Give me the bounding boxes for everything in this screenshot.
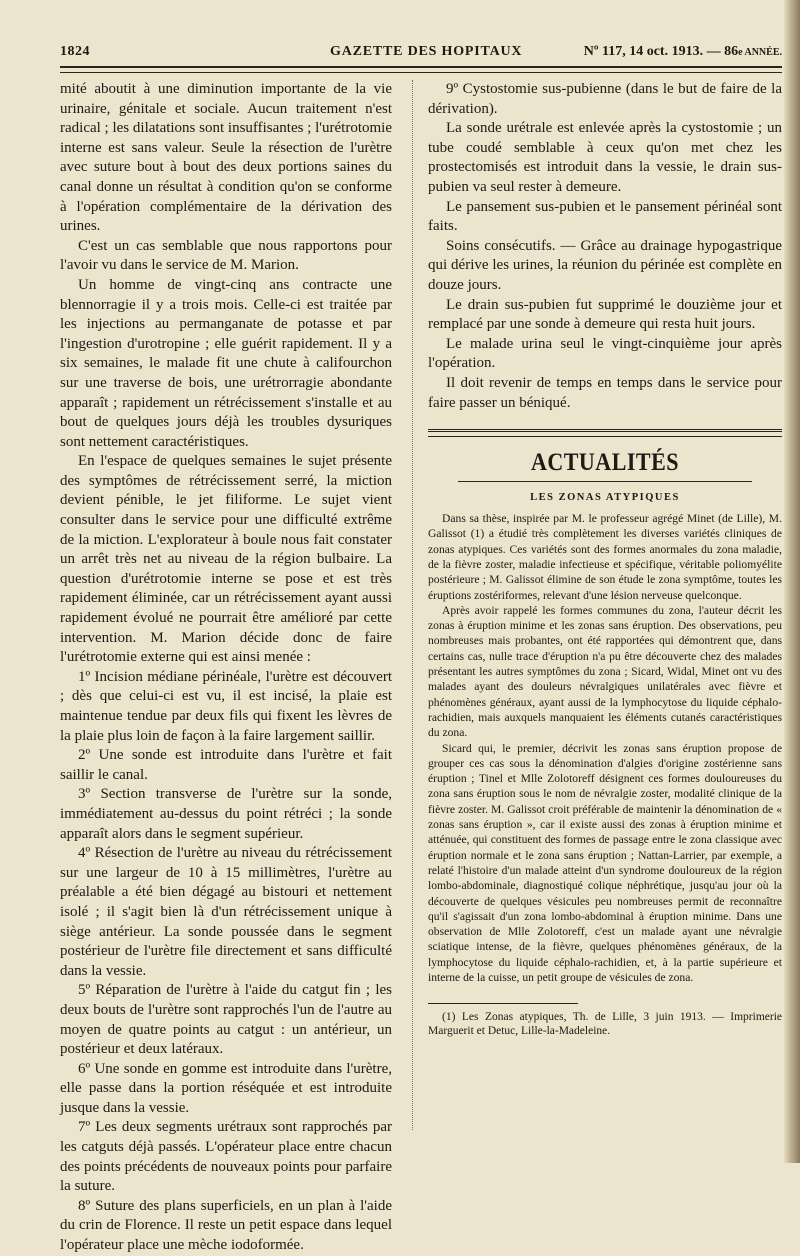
- paragraph: 5º Réparation de l'urètre à l'aide du catgut fin ; les deux bouts de l'urètre sont rapprochés l'un de l'autre au moyen de quatre points au catgut : un antérieur, un postérieur et deux latéraux.: [60, 982, 392, 1058]
- footnote-text: (1) Les Zonas atypiques, Th. de Lille, 3 juin 1913. — Imprimerie Marguerit et Detuc, Lille-la-Madeleine.: [428, 1011, 782, 1038]
- paragraph: Le malade urina seul le vingt-cinquième jour après l'opération.: [428, 335, 782, 372]
- paragraph: 2º Une sonde est introduite dans l'urètre et fait saillir le canal.: [60, 747, 392, 783]
- header-rule-thin: [60, 72, 782, 73]
- paragraph: Un homme de vingt-cinq ans contracte une blennorragie il y a trois mois. Celle-ci est traitée par les injections au permanganate de potasse et par l'ingestion d'urotropine ; elle guérit rapidement. Il y a six semaines, le malade fit une chute à califourchon sur une traverse de bois, une urétrorragie abondante apparaît ; rapidement un rétrécissement s'installe et au bout de quelques jours déjà les troubles dysuriques sont nettement caractéristiques.: [60, 276, 392, 450]
- paragraph: 6º Une sonde en gomme est introduite dans l'urètre, elle passe dans la portion réséquée et est introduite jusque dans la vessie.: [60, 1060, 392, 1116]
- paragraph: Il doit revenir de temps en temps dans le service pour faire passer un béniqué.: [428, 374, 782, 411]
- paragraph: Le pansement sus-pubien et le pansement périnéal sont faits.: [428, 198, 782, 235]
- paragraph: 9º Cystostomie sus-pubienne (dans le but de faire de la dérivation).: [428, 81, 782, 117]
- issue-info: Nº 117, 14 oct. 1913. — 86e ANNÉE.: [583, 44, 782, 59]
- paragraph: mité aboutit à une diminution importante de la vie urinaire, génitale et sociale. Aucun traitement n'est radical ; les dilatations sont insuffisantes ; l'urétrotomie interne est sans valeur. Seule la résection de l'urètre avec suture bout à bout des deux portions saines du canal donne un résultat à condition qu'on se conforme à l'opération complémentaire de la dérivation des urines.: [60, 81, 392, 235]
- footnote: [428, 1010, 782, 1038]
- article-body: [428, 511, 782, 985]
- paragraph: 1º Incision médiane périnéale, l'urètre est découvert ; dès que celui-ci est vu, il est incisé, la plaie est maintenue tendue par deux fils qui fixent les lèvres de la plaie plus loin de façon à la faire largement saillir.: [60, 668, 392, 744]
- paragraph: En l'espace de quelques semaines le sujet présente des symptômes de rétrécissement serré, la miction devient pénible, le jet filiforme. Le sujet vient consulter dans le service pour une difficulté extrême de la miction. L'explorateur à boule nous fait constater un arrêt très net au niveau de la région bulbaire. La question d'urétrotomie interne se pose et est très rapidement éliminée, car un rétrécissement ayant aussi rapidement évolué ne pourrait être amélioré par cette intervention. M. Marion décide donc de faire l'urétrotomie externe qui est ainsi menée :: [60, 453, 392, 666]
- paragraph: Soins consécutifs. — Grâce au drainage hypogastrique qui dérive les urines, la réunion du périnée est complète en douze jours.: [428, 237, 782, 293]
- column-divider: [412, 80, 413, 1130]
- paragraph: 4º Résection de l'urètre au niveau du rétrécissement sur une largeur de 10 à 15 millimètres, l'urètre au préalable a été bien dégagé au bistouri et nettement isolé ; il s'agit bien là d'un rétrécissement unique à siège antérieur. La sonde poussée dans le segment postérieur de l'urètre file directement et sans difficulté dans la vessie.: [60, 845, 392, 979]
- header-rule: [60, 66, 782, 68]
- section-subrule: [458, 481, 752, 482]
- footnote-rule: [428, 1003, 578, 1004]
- page-number: 1824: [60, 44, 90, 59]
- journal-title: GAZETTE DES HOPITAUX: [330, 44, 523, 59]
- paragraph: Le drain sus-pubien fut supprimé le douzième jour et remplacé par une sonde à demeure qui resta huit jours.: [428, 296, 782, 333]
- page-gutter: [784, 0, 800, 1163]
- article-paragraph: Après avoir rappelé les formes communes du zona, l'auteur décrit les zonas à éruption minime et les zonas sans éruption. Des observations, peu nombreuses mais probantes, ont été rapportées qui démontrent que, dans certains cas, nulle trace d'éruption n'a pu être découverte chez des malades présentant les autres symptômes du zona ; Sicard, Widal, Minet ont vu des malades ayant des douleurs névralgiques unilatérales avec fièvre et phénomènes généraux, ayant aussi de la lymphocytose du liquide céphalo-rachidien, mais auxquels manquaient les éléments cutanés caractéristiques du zona.: [428, 603, 782, 740]
- paragraph: 8º Suture des plans superficiels, en un plan à l'aide du crin de Florence. Il reste un petit espace dans lequel l'opérateur place une mèche iodoformée.: [60, 1197, 392, 1254]
- article-title: LES ZONAS ATYPIQUES: [530, 492, 680, 504]
- paragraph: La sonde urétrale est enlevée après la cystostomie ; un tube coudé semblable à ceux qu'on met chez les prostectomisés est introduit dans la vessie, le drain sus-pubien va seul rester à demeure.: [428, 120, 782, 195]
- page-header: [60, 44, 782, 68]
- paragraph: 3º Section transverse de l'urètre sur la sonde, immédiatement au-dessus du point rétréci ; la sonde apparaît alors dans le segment supérieur.: [60, 786, 392, 842]
- article-paragraph: Sicard qui, le premier, décrivit les zonas sans éruption propose de grouper ces cas sous la dénomination d'algies d'origine zostérienne sans éruption ; Tinel et Mlle Zolotoreff désignent ces formes douloureuses du zona sans éruption sous le nom de névralgie zoster, modalité clinique de la fièvre zoster. M. Galissot croit préférable de maintenir la dénomination de « zonas sans éruption », car il existe aussi des zonas à éruption minime et atténuée, qui constituent des formes de passage entre le zona classique avec éruption normale et le zona sans éruption ; Nattan-Larrier, par exemple, a relaté l'histoire d'un malade atteint d'un syndrome douloureux de la région lombo-abdominale, diagnostiqué colique néphrétique, jusqu'au jour où la découverte de quelques vésicules peu nombreuses permit de reconnaître qu'il s'agissait d'un zona lombo-abdominal à éruption minime. Dans une observation de Mlle Zolotoreff, c'est un malade ayant une névralgie sciatique intense, de la fièvre, quelques phénomènes généraux, de la lymphocytose du liquide céphalo-rachidien, et, à la partie supérieure et interne de la cuisse, un petit groupe de vésicules de zona.: [428, 741, 782, 984]
- paragraph: C'est un cas semblable que nous rapportons pour l'avoir vu dans le service de M. Marion.: [60, 237, 392, 274]
- left-column: [60, 80, 392, 1256]
- paragraph: 7º Les deux segments urétraux sont rapprochés par les catguts déjà passés. L'opérateur place entre chacun des points précédents de nouveaux points pour parfaire la suture.: [60, 1119, 392, 1195]
- right-column-top: [428, 80, 782, 413]
- section-rule: [428, 429, 782, 437]
- right-column: [428, 80, 782, 1038]
- article-paragraph: Dans sa thèse, inspirée par M. le professeur agrégé Minet (de Lille), M. Galissot (1) a étudié très complètement les diverses variétés cliniques de zonas atypiques. Ces variétés sont des formes anormales du zona maladie, de la fièvre zoster, maladie infectieuse et spécifique, véritable poliomyélite postérieure ; M. Galissot élimine de son étude le zona symptôme, toutes les éruptions zostériformes, relevant d'une lésion nerveuse quelconque.: [428, 512, 782, 602]
- section-heading: ACTUALITÉS: [530, 447, 680, 476]
